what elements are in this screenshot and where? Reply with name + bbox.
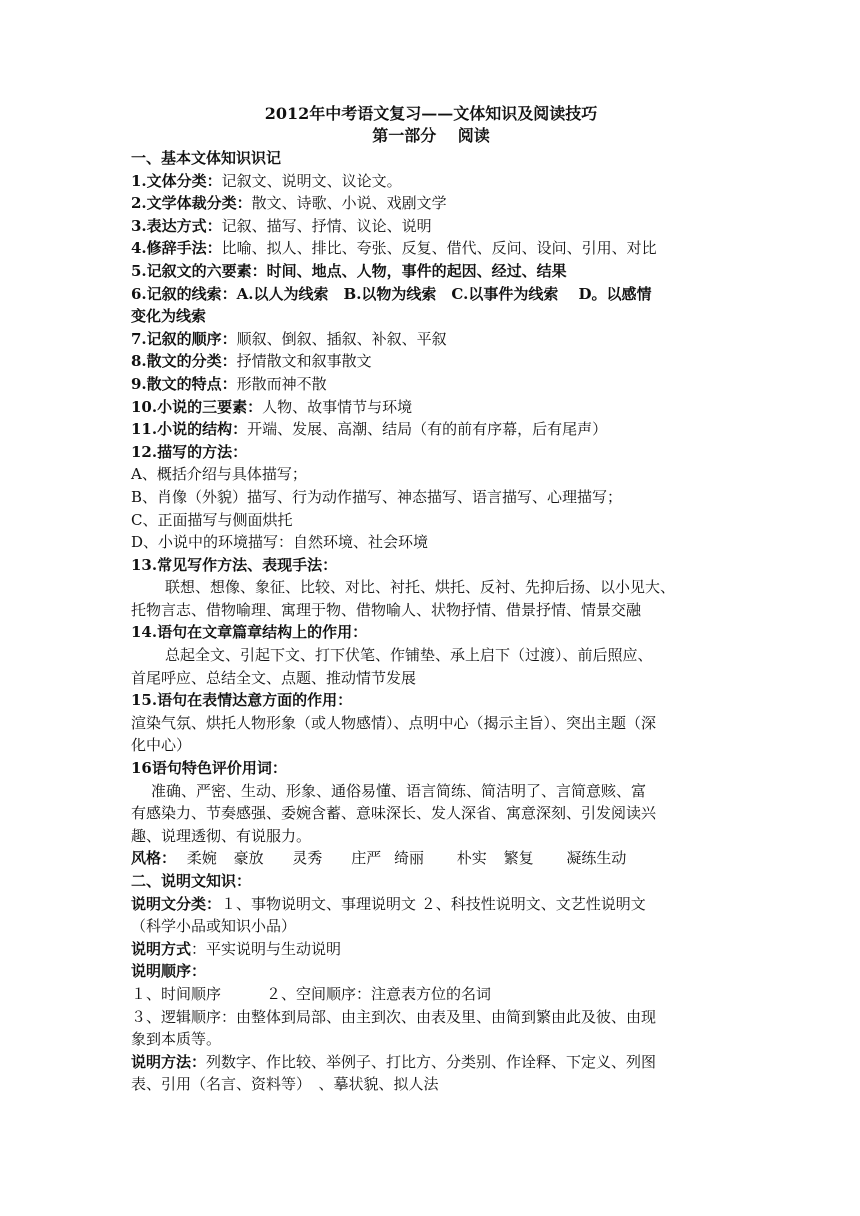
item-12-c: C、正面描写与侧面烘托: [131, 510, 293, 529]
item-text: 人物、故事情节与环境: [262, 397, 413, 416]
document-title: 2012年中考语文复习——文体知识及阅读技巧: [264, 104, 598, 123]
style-item: 庄严: [351, 849, 382, 868]
item-label: 7.记叙的顺序：: [131, 329, 237, 348]
item-13-line-1: 联想、想像、象征、比较、对比、衬托、烘托、反衬、先抑后扬、以小见大、: [165, 578, 676, 597]
section-heading-2: 二、说明文知识：: [131, 872, 252, 890]
item-text: 列数字、作比较、举例子、打比方、分类别、作诠释、下定义、列图: [206, 1052, 657, 1071]
item-label: 说明方法：: [131, 1052, 207, 1071]
item-15-line-1: 渲染气氛、烘托人物形象（或人物感情）、点明中心（揭示主旨）、突出主题（深: [131, 713, 657, 732]
item-6-continued: 变化为线索: [131, 307, 207, 326]
style-item: 柔婉: [186, 849, 217, 868]
item-13-line-2: 托物言志、借物喻理、寓理于物、借物喻人、状物抒情、借景抒情、情景交融: [131, 600, 642, 619]
item-10: [131, 396, 731, 419]
item-text: 抒情散文和叙事散文: [236, 352, 372, 371]
item-1: [131, 170, 731, 193]
item-text: 形散而神不散: [236, 374, 327, 393]
expo-order-line-2: ３、逻辑顺序：由整体到局部、由主到次、由表及里、由简到繁由此及彼、由现: [131, 1007, 657, 1026]
item-label: 11.小说的结构：: [131, 420, 248, 439]
item-label: 10.小说的三要素：: [131, 397, 263, 416]
expo-method-continued: 表、引用（名言、资料等） 、摹状貌、拟人法: [131, 1075, 439, 1094]
expo-method: [131, 1051, 731, 1074]
style-item: 朴实: [456, 849, 487, 868]
item-16-line-1: 准确、严密、生动、形象、通俗易懂、语言简练、简洁明了、言简意赅、富: [151, 781, 647, 800]
item-16-line-2: 有感染力、节奏感强、委婉含蓄、意味深长、发人深省、寓意深刻、引发阅读兴: [131, 804, 657, 823]
expo-order-line-3: 象到本质等。: [131, 1030, 222, 1049]
style-item: 绮丽: [393, 849, 424, 868]
item-label: 2.文学体裁分类：: [131, 194, 252, 213]
item-label: 9.散文的特点：: [131, 374, 237, 393]
style-label: 风格：: [131, 849, 177, 868]
expo-mode: [131, 938, 731, 961]
expo-order: 说明顺序：: [131, 962, 207, 981]
item-label: 3.表达方式：: [131, 216, 222, 235]
item-14: 14.语句在文章篇章结构上的作用：: [131, 623, 368, 642]
expo-order-line-1: １、时间顺序 ２、空间顺序：注意表方位的名词: [131, 984, 492, 1003]
item-5: 5.记叙文的六要素：时间、地点、人物，事件的起因、经过、结果: [131, 261, 567, 280]
item-label: 1.文体分类：: [131, 171, 222, 190]
document-page: [131, 103, 731, 1096]
item-text: 开端、发展、高潮、结局（有的前有序幕，后有尾声）: [247, 420, 608, 439]
item-4: [131, 237, 731, 260]
item-text: 记叙文、说明文、议论文。: [221, 171, 402, 190]
item-2: [131, 192, 731, 215]
style-item: 繁复: [503, 849, 534, 868]
document-subtitle: 第一部分 阅读: [372, 126, 490, 145]
item-14-line-2: 首尾呼应、总结全文、点题、推动情节发展: [131, 668, 417, 687]
item-text: 比喻、拟人、排比、夸张、反复、借代、反问、设问、引用、对比: [221, 239, 657, 258]
item-12-d: D、小说中的环境描写：自然环境、社会环境: [131, 533, 429, 552]
style-item: 豪放: [233, 849, 264, 868]
expo-category: [131, 893, 731, 916]
item-9: [131, 373, 731, 396]
item-text: 记叙、描写、抒情、议论、说明: [221, 216, 432, 235]
item-12: 12.描写的方法：: [131, 442, 248, 461]
item-14-line-1: 总起全文、引起下文、打下伏笔、作铺垫、承上启下（过渡）、前后照应、: [165, 646, 653, 665]
expo-category-continued: （科学小品或知识小品）: [131, 917, 297, 936]
item-3: [131, 215, 731, 238]
item-label: 说明方式: [131, 939, 192, 958]
style-item: 灵秀: [292, 849, 323, 868]
item-text: 顺叙、倒叙、插叙、补叙、平叙: [236, 329, 447, 348]
item-16: 16语句特色评价用词：: [131, 759, 287, 778]
item-text: ：平实说明与生动说明: [191, 939, 342, 958]
item-label: 4.修辞手法：: [131, 239, 222, 258]
item-16-line-3: 趣、说理透彻、有说服力。: [131, 826, 312, 845]
item-label: 8.散文的分类：: [131, 352, 237, 371]
section-heading-1: 一、基本文体知识识记: [131, 149, 282, 167]
item-15-line-2: 化中心）: [131, 736, 192, 755]
item-6: 6.记叙的线索：A.以人为线索 B.以物为线索 C.以事件为线索 D。以感情: [131, 284, 652, 303]
item-11: [131, 418, 731, 441]
item-text: 散文、诗歌、小说、戏剧文学: [251, 194, 447, 213]
item-8: [131, 350, 731, 373]
item-15: 15.语句在表情达意方面的作用：: [131, 691, 353, 710]
style-row: [131, 847, 731, 870]
item-12-a: A、概括介绍与具体描写；: [131, 465, 307, 484]
item-label: 说明文分类：: [131, 894, 222, 913]
item-12-b: B、肖像（外貌）描写、行为动作描写、神态描写、语言描写、心理描写；: [131, 487, 623, 506]
item-13: 13.常见写作方法、表现手法：: [131, 555, 338, 574]
item-text: １、事物说明文、事理说明文 ２、科技性说明文、文艺性说明文: [221, 894, 646, 913]
item-7: [131, 328, 731, 351]
style-item: 凝练生动: [566, 849, 627, 868]
